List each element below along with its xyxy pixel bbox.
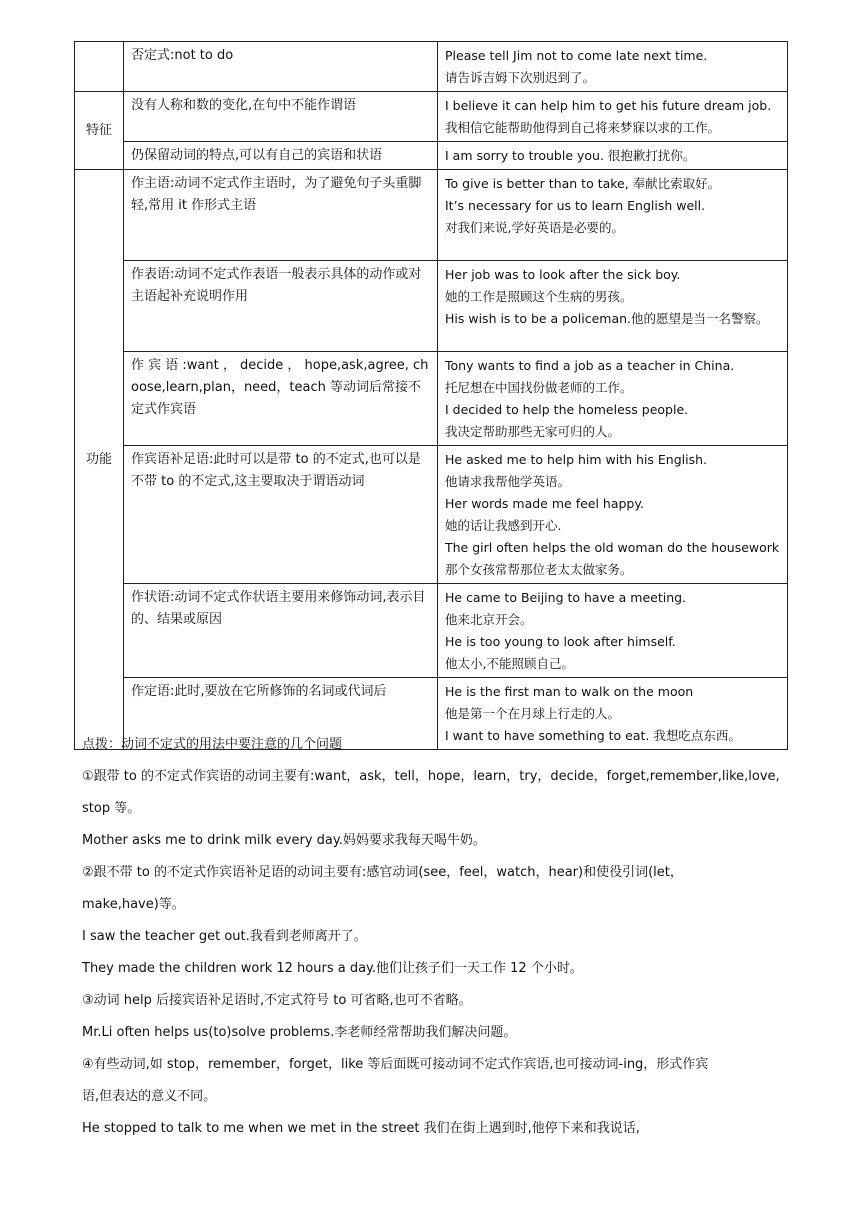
example-line: Her words made me feel happy.: [445, 496, 644, 511]
tip-line: I saw the teacher get out.我看到老师离开了。: [82, 929, 367, 944]
rule-cell: 作状语:动词不定式作状语主要用来修饰动词,表示目的、结果或原因: [124, 584, 438, 678]
rule-cell: 作宾语补足语:此时可以是带 to 的不定式,也可以是不带 to 的不定式,这主要取决于谓语动词: [124, 446, 438, 584]
example-line: 她的话让我感到开心.: [445, 518, 562, 533]
example-line: 请告诉吉姆下次别迟到了。: [445, 70, 596, 85]
table-row: [75, 42, 788, 92]
rule-cell: 作表语:动词不定式作表语一般表示具体的动作或对主语起补充说明作用: [124, 261, 438, 352]
example-line: 那个女孩常帮那位老太太做家务。: [445, 562, 633, 577]
example-line: 他来北京开会。: [445, 612, 533, 627]
example-line: 托尼想在中国找份做老师的工作。: [445, 380, 633, 395]
rule-cell: 作定语:此时,要放在它所修饰的名词或代词后: [124, 678, 438, 750]
rule-cell: 没有人称和数的变化,在句中不能作谓语: [124, 92, 438, 142]
example-line: I decided to help the homeless people.: [445, 402, 689, 417]
rule-cell: 仍保留动词的特点,可以有自己的宾语和状语: [124, 142, 438, 170]
table-row: [75, 92, 788, 142]
tip-line: He stopped to talk to me when we met in the street 我们在街上遇到时,他停下来和我说话,: [82, 1121, 640, 1136]
tip-line: Mr.Li often helps us(to)solve problems.李老师经常帮助我们解决问题。: [82, 1025, 517, 1040]
tips-section: [82, 733, 782, 1140]
rule-cell: 否定式:not to do: [124, 42, 438, 92]
example-cell: [438, 261, 788, 352]
tip-line: ④有些动词,如 stop，remember，forget，like 等后面既可接动词不定式作宾语,也可接动词-ing，形式作宾: [82, 1057, 709, 1072]
category-cell: [75, 42, 124, 92]
example-cell: [438, 142, 788, 170]
infinitive-usage-table: [74, 41, 788, 750]
table-row: [75, 142, 788, 170]
example-line: The girl often helps the old woman do the housework: [445, 540, 780, 555]
example-line: 对我们来说,学好英语是必要的。: [445, 220, 624, 235]
example-line: He came to Beijing to have a meeting.: [445, 590, 687, 605]
tip-line: They made the children work 12 hours a day.他们让孩子们一天工作 12 个小时。: [82, 961, 583, 976]
example-cell: [438, 446, 788, 584]
example-line: I want to have something to eat. 我想吃点东西。: [445, 728, 741, 743]
example-line: 我相信它能帮助他得到自己将来梦寐以求的工作。: [445, 120, 721, 135]
example-line: I believe it can help him to get his future dream job.: [445, 98, 772, 113]
example-line: To give is better than to take, 奉献比索取好。: [445, 176, 721, 191]
tips-heading: 点拨：动词不定式的用法中要注意的几个问题: [82, 737, 343, 752]
tip-line: stop 等。: [82, 801, 141, 816]
example-line: 他太小,不能照顾自己。: [445, 656, 574, 671]
example-line: Please tell Jim not to come late next time.: [445, 48, 708, 63]
example-line: He is too young to look after himself.: [445, 634, 676, 649]
rule-cell: 作主语:动词不定式作主语时，为了避免句子头重脚轻,常用 it 作形式主语: [124, 170, 438, 261]
tip-line: ③动词 help 后接宾语补足语时,不定式符号 to 可省略,也可不省略。: [82, 993, 472, 1008]
example-line: 她的工作是照顾这个生病的男孩。: [445, 289, 633, 304]
table-row: [75, 170, 788, 261]
category-cell-features: 特征: [75, 92, 124, 170]
example-line: I am sorry to trouble you. 很抱歉打扰你。: [445, 148, 696, 163]
rule-cell: 作 宾 语 :want ， decide ， hope,ask,agree, choose,learn,plan，need，teach 等动词后常接不定式作宾语: [124, 352, 438, 446]
table-row: [75, 446, 788, 584]
example-cell: [438, 584, 788, 678]
table-row: [75, 352, 788, 446]
example-line: It’s necessary for us to learn English well.: [445, 198, 706, 213]
tip-line: ①跟带 to 的不定式作宾语的动词主要有:want，ask，tell，hope，learn，try，decide，forget,remember,like,love,: [82, 769, 780, 784]
example-line: Tony wants to find a job as a teacher in China.: [445, 358, 735, 373]
example-line: 他请求我帮他学英语。: [445, 474, 571, 489]
tip-line: Mother asks me to drink milk every day.妈妈要求我每天喝牛奶。: [82, 833, 486, 848]
tip-line: ②跟不带 to 的不定式作宾语补足语的动词主要有:感官动词(see，feel，watch，hear)和使役引词(let，: [82, 865, 683, 880]
example-cell: [438, 92, 788, 142]
example-line: He is the first man to walk on the moon: [445, 684, 694, 699]
example-cell: [438, 170, 788, 261]
example-line: His wish is to be a policeman.他的愿望是当一名警察。: [445, 311, 769, 326]
tip-line: make,have)等。: [82, 897, 185, 912]
example-line: 我决定帮助那些无家可归的人。: [445, 424, 621, 439]
example-line: He asked me to help him with his English.: [445, 452, 708, 467]
tip-line: 语,但表达的意义不同。: [82, 1089, 217, 1104]
table-row: [75, 584, 788, 678]
example-line: Her job was to look after the sick boy.: [445, 267, 681, 282]
example-line: 他是第一个在月球上行走的人。: [445, 706, 621, 721]
example-cell: [438, 42, 788, 92]
table-row: [75, 261, 788, 352]
example-cell: [438, 352, 788, 446]
category-cell-functions: 功能: [75, 170, 124, 750]
